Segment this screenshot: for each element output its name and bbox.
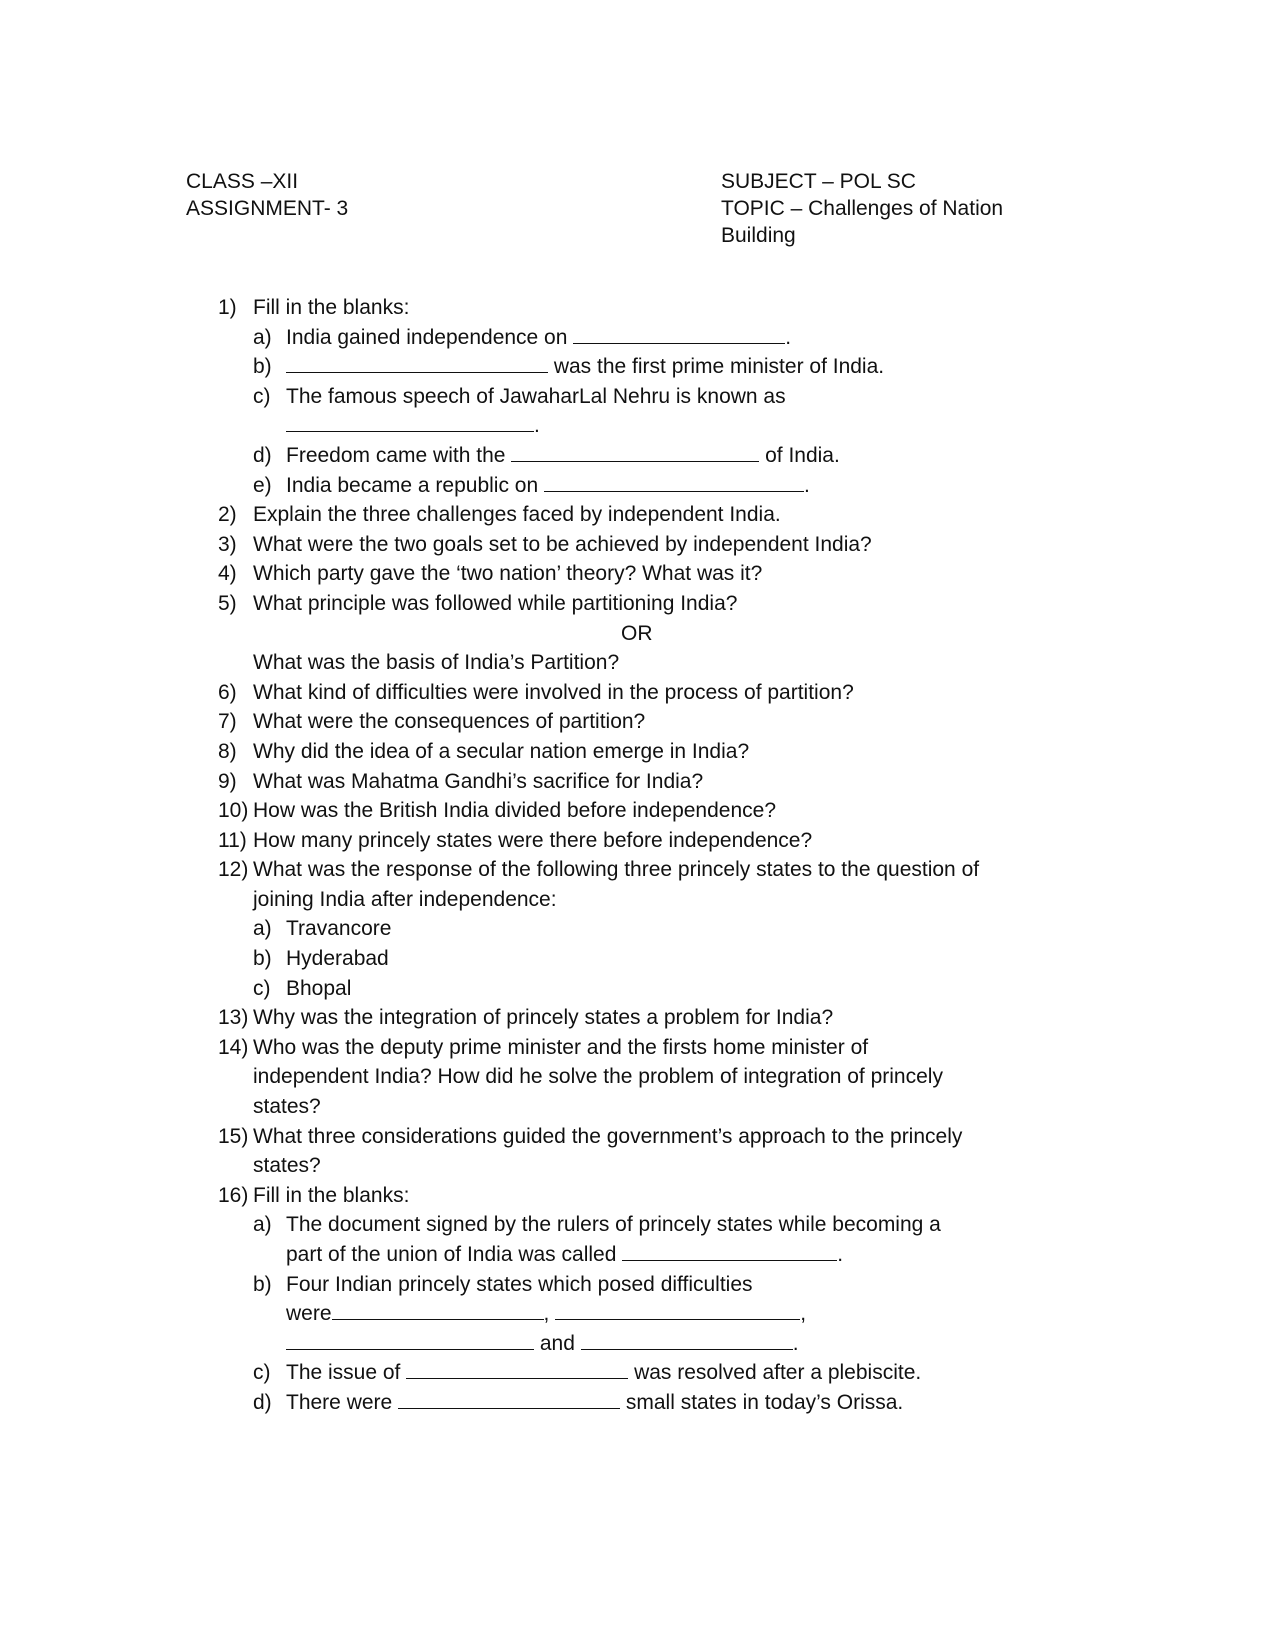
sub-label: e) bbox=[253, 473, 272, 497]
question-text: states? bbox=[253, 1154, 321, 1178]
question-number: 11) bbox=[218, 828, 247, 852]
question-number: 1) bbox=[218, 296, 237, 319]
sub-text: were bbox=[286, 1302, 332, 1326]
question-text: Which party gave the ‘two nation’ theory? What was it? bbox=[253, 562, 763, 586]
answer-blank[interactable] bbox=[544, 490, 804, 492]
sub-text: Bhopal bbox=[286, 976, 352, 1000]
question-text: What was the basis of India’s Partition? bbox=[253, 651, 620, 675]
sub-text: There were bbox=[286, 1390, 399, 1414]
question-text: What kind of difficulties were involved in the process of partition? bbox=[253, 680, 854, 704]
comma: , bbox=[800, 1302, 807, 1326]
question-number: 2) bbox=[218, 503, 237, 527]
sub-text: The document signed by the rulers of princely states while becoming a bbox=[286, 1213, 941, 1237]
sub-label: a) bbox=[253, 325, 272, 349]
question-text: What principle was followed while partitioning India? bbox=[253, 591, 738, 615]
sub-text: Freedom came with the bbox=[286, 443, 512, 467]
sub-text-end: was resolved after a plebiscite. bbox=[628, 1361, 922, 1385]
question-text: What was the response of the following three princely states to the question of bbox=[253, 858, 980, 882]
answer-blank[interactable] bbox=[406, 1377, 628, 1379]
answer-blank[interactable] bbox=[573, 342, 785, 344]
question-text: What three considerations guided the government’s approach to the princely bbox=[253, 1124, 963, 1148]
sub-text-end: . bbox=[792, 1331, 799, 1355]
question-text: What was Mahatma Gandhi’s sacrifice for India? bbox=[253, 769, 704, 793]
header-left bbox=[186, 168, 348, 222]
question-text: Fill in the blanks: bbox=[253, 1183, 410, 1207]
sub-label: b) bbox=[253, 947, 272, 971]
question-text: How many princely states were there before independence? bbox=[253, 828, 813, 852]
sub-text: India gained independence on bbox=[286, 325, 574, 349]
sub-text: The famous speech of JawaharLal Nehru is known as bbox=[286, 384, 786, 408]
answer-blank[interactable] bbox=[332, 1318, 544, 1320]
question-number: 6) bbox=[218, 680, 237, 704]
topic-label-line2: Building bbox=[721, 224, 796, 247]
or-separator: OR bbox=[621, 621, 653, 645]
answer-blank[interactable] bbox=[581, 1348, 793, 1350]
answer-blank[interactable] bbox=[511, 460, 759, 462]
question-number: 12) bbox=[218, 858, 249, 882]
answer-blank[interactable] bbox=[622, 1259, 837, 1261]
question-text: Explain the three challenges faced by independent India. bbox=[253, 503, 781, 527]
sub-text: Travancore bbox=[286, 917, 392, 941]
question-number: 8) bbox=[218, 739, 237, 763]
sub-label: b) bbox=[253, 1272, 272, 1296]
topic-label-line1: TOPIC – Challenges of Nation bbox=[721, 197, 1004, 220]
question-text: How was the British India divided before independence? bbox=[253, 799, 777, 823]
question-text: joining India after independence: bbox=[253, 887, 557, 911]
question-number: 10) bbox=[218, 799, 249, 823]
sub-text: part of the union of India was called bbox=[286, 1243, 623, 1266]
question-number: 4) bbox=[218, 562, 237, 586]
sub-label: c) bbox=[253, 976, 271, 1000]
sub-label: d) bbox=[253, 1390, 272, 1414]
subject-label: SUBJECT – POL SC bbox=[721, 170, 916, 193]
sub-label: b) bbox=[253, 355, 272, 379]
question-number: 15) bbox=[218, 1124, 249, 1148]
question-number: 7) bbox=[218, 710, 237, 734]
sub-text-end: . bbox=[804, 473, 810, 497]
sub-label: a) bbox=[253, 917, 272, 941]
answer-blank[interactable] bbox=[286, 371, 548, 373]
sub-text: was the first prime minister of India. bbox=[548, 355, 885, 379]
question-number: 16) bbox=[218, 1183, 249, 1207]
question-text: independent India? How did he solve the problem of integration of princely bbox=[253, 1065, 943, 1089]
sub-text-end: . bbox=[785, 325, 792, 349]
sub-text-end: small states in today’s Orissa. bbox=[620, 1390, 904, 1414]
sub-text-end: . bbox=[837, 1243, 844, 1266]
sub-text-end: . bbox=[534, 414, 540, 438]
assignment-label: ASSIGNMENT- 3 bbox=[186, 197, 349, 220]
question-text: Why was the integration of princely states a problem for India? bbox=[253, 1006, 834, 1030]
question-text: What were the two goals set to be achieved by independent India? bbox=[253, 532, 872, 556]
sub-label: a) bbox=[253, 1213, 272, 1237]
question-number: 5) bbox=[218, 591, 237, 615]
sub-text: India became a republic on bbox=[286, 473, 544, 497]
question-text: Who was the deputy prime minister and the firsts home minister of bbox=[253, 1035, 869, 1059]
question-text: Fill in the blanks: bbox=[253, 296, 410, 319]
sub-text: The issue of bbox=[286, 1361, 407, 1385]
sub-label: c) bbox=[253, 384, 271, 408]
answer-blank[interactable] bbox=[555, 1318, 800, 1320]
sub-text: Four Indian princely states which posed difficulties bbox=[286, 1272, 753, 1296]
sub-label: d) bbox=[253, 443, 272, 467]
question-text: What were the consequences of partition? bbox=[253, 710, 646, 734]
question-number: 13) bbox=[218, 1006, 249, 1030]
answer-blank[interactable] bbox=[398, 1407, 620, 1409]
question-number: 3) bbox=[218, 532, 237, 556]
question-number: 9) bbox=[218, 769, 237, 793]
question-number: 14) bbox=[218, 1035, 249, 1059]
comma: , bbox=[543, 1302, 550, 1326]
question-text: Why did the idea of a secular nation emerge in India? bbox=[253, 739, 750, 763]
answer-blank[interactable] bbox=[286, 1348, 534, 1350]
sub-text-end: of India. bbox=[759, 443, 840, 467]
header-right bbox=[721, 168, 1041, 249]
class-label: CLASS –XII bbox=[186, 170, 299, 193]
question-text: states? bbox=[253, 1095, 321, 1119]
sub-text: Hyderabad bbox=[286, 947, 389, 971]
answer-blank[interactable] bbox=[286, 430, 534, 432]
sub-label: c) bbox=[253, 1361, 271, 1385]
sub-text: and bbox=[534, 1331, 581, 1355]
